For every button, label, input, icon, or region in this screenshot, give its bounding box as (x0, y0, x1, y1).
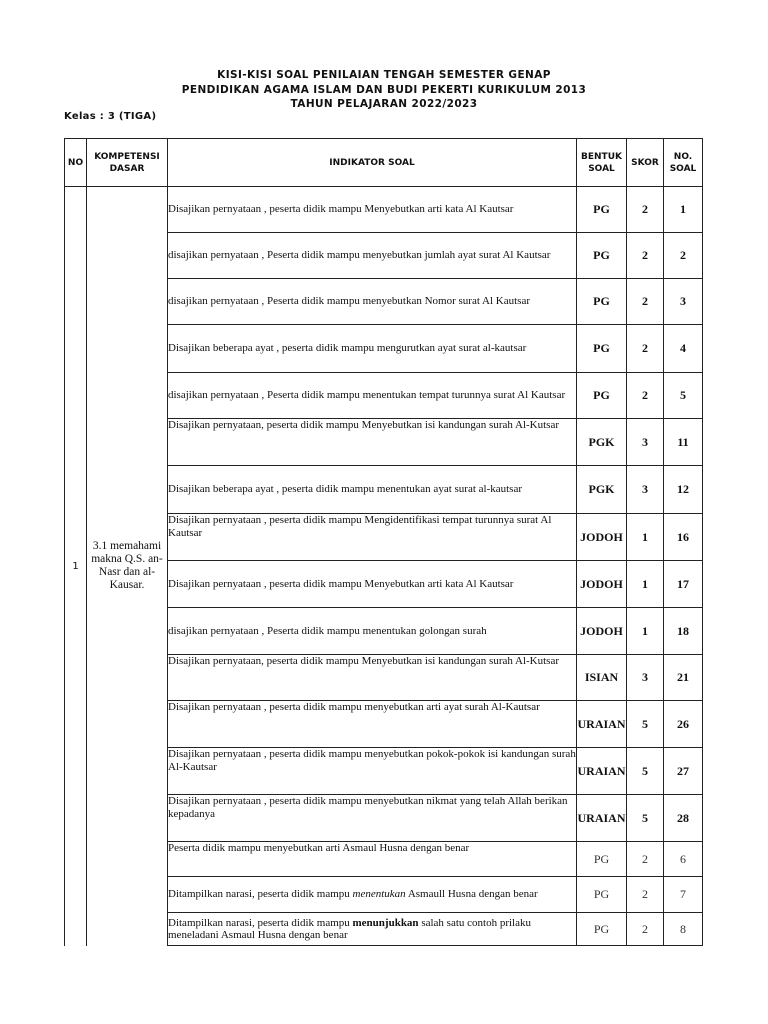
question-number: 4 (664, 325, 703, 373)
question-type: PG (577, 325, 627, 373)
header-row (65, 139, 703, 187)
col-header-skor: SKOR (627, 139, 664, 187)
score: 2 (627, 913, 664, 946)
question-number: 3 (664, 279, 703, 325)
question-number: 21 (664, 655, 703, 701)
question-type: JODOH (577, 608, 627, 655)
col-header-bentuk: BENTUK SOAL (577, 139, 627, 187)
question-type: URAIAN (577, 701, 627, 748)
question-number: 26 (664, 701, 703, 748)
question-number: 28 (664, 795, 703, 842)
indicator-text: disajikan pernyataan , Peserta didik mampu menyebutkan Nomor surat Al Kautsar (168, 279, 577, 325)
question-type: JODOH (577, 561, 627, 608)
col-header-kompetensi: KOMPETENSI DASAR (87, 139, 168, 187)
score: 2 (627, 279, 664, 325)
indicator-text: Disajikan pernyataan , peserta didik mampu menyebutkan arti ayat surah Al-Kautsar (168, 701, 577, 748)
question-number: 2 (664, 233, 703, 279)
col-header-indikator: INDIKATOR SOAL (168, 139, 577, 187)
indicator-text: Disajikan pernyataan , peserta didik mampu Mengidentifikasi tempat turunnya surat Al Kautsar (168, 514, 577, 561)
question-type: PG (577, 913, 627, 946)
question-number: 7 (664, 877, 703, 913)
question-type: PG (577, 842, 627, 877)
score: 2 (627, 233, 664, 279)
score: 2 (627, 187, 664, 233)
question-number: 11 (664, 419, 703, 466)
score: 2 (627, 842, 664, 877)
question-number: 12 (664, 466, 703, 514)
col-header-no-soal: NO. SOAL (664, 139, 703, 187)
score: 2 (627, 877, 664, 913)
score: 3 (627, 655, 664, 701)
indicator-text: disajikan pernyataan , Peserta didik mampu menentukan golongan surah (168, 608, 577, 655)
grid-table (64, 138, 703, 946)
question-number: 6 (664, 842, 703, 877)
score: 2 (627, 325, 664, 373)
question-number: 1 (664, 187, 703, 233)
question-type: URAIAN (577, 795, 627, 842)
indicator-text: Disajikan pernyataan, peserta didik mampu Menyebutkan isi kandungan surah Al-Kutsar (168, 655, 577, 701)
score: 1 (627, 608, 664, 655)
indicator-text: Peserta didik mampu menyebutkan arti Asmaul Husna dengan benar (168, 842, 577, 877)
doc-title-line3: TAHUN PELAJARAN 2022/2023 (290, 98, 478, 110)
question-type: PG (577, 373, 627, 419)
score: 1 (627, 514, 664, 561)
score: 3 (627, 466, 664, 514)
indicator-text: Disajikan pernyataan, peserta didik mampu Menyebutkan isi kandungan surah Al-Kutsar (168, 419, 577, 466)
question-type: JODOH (577, 514, 627, 561)
question-type: PGK (577, 466, 627, 514)
question-type: PG (577, 279, 627, 325)
question-type: URAIAN (577, 748, 627, 795)
question-type: PG (577, 877, 627, 913)
col-header-no: NO (65, 139, 87, 187)
indicator-text: Ditampilkan narasi, peserta didik mampu menunjukkan salah satu contoh prilaku meneladani Asmaul Husna dengan benar (168, 913, 577, 946)
table-row (65, 187, 703, 233)
score: 5 (627, 748, 664, 795)
score: 2 (627, 373, 664, 419)
question-type: ISIAN (577, 655, 627, 701)
indicator-text: Disajikan beberapa ayat , peserta didik mampu mengurutkan ayat surat al-kautsar (168, 325, 577, 373)
indicator-text: Ditampilkan narasi, peserta didik mampu menentukan Asmaull Husna dengan benar (168, 877, 577, 913)
question-type: PGK (577, 419, 627, 466)
score: 3 (627, 419, 664, 466)
indicator-text: Disajikan pernyataan , peserta didik mampu Menyebutkan arti kata Al Kautsar (168, 561, 577, 608)
question-number: 27 (664, 748, 703, 795)
indicator-text: disajikan pernyataan , Peserta didik mampu menentukan tempat turunnya surat Al Kautsar (168, 373, 577, 419)
indicator-text: Disajikan beberapa ayat , peserta didik mampu menentukan ayat surat al-kautsar (168, 466, 577, 514)
class-label: Kelas : 3 (TIGA) (64, 111, 157, 122)
score: 5 (627, 701, 664, 748)
doc-title-line1: KISI-KISI SOAL PENILAIAN TENGAH SEMESTER GENAP (217, 69, 551, 81)
question-number: 17 (664, 561, 703, 608)
question-number: 16 (664, 514, 703, 561)
kompetensi-dasar: 3.1 memahami makna Q.S. an-Nasr dan al-Kausar. (87, 187, 168, 946)
indicator-text: Disajikan pernyataan , peserta didik mampu menyebutkan pokok-pokok isi kandungan surah Al-Kautsar (168, 748, 577, 795)
question-number: 5 (664, 373, 703, 419)
indicator-text: Disajikan pernyataan , peserta didik mampu Menyebutkan arti kata Al Kautsar (168, 187, 577, 233)
question-type: PG (577, 187, 627, 233)
question-number: 8 (664, 913, 703, 946)
question-type: PG (577, 233, 627, 279)
score: 1 (627, 561, 664, 608)
question-number: 18 (664, 608, 703, 655)
group-number: 1 (65, 187, 87, 946)
doc-title-line2: PENDIDIKAN AGAMA ISLAM DAN BUDI PEKERTI KURIKULUM 2013 (181, 84, 587, 96)
indicator-text: Disajikan pernyataan , peserta didik mampu menyebutkan nikmat yang telah Allah berikan kepadanya (168, 795, 577, 842)
indicator-text: disajikan pernyataan , Peserta didik mampu menyebutkan jumlah ayat surat Al Kautsar (168, 233, 577, 279)
score: 5 (627, 795, 664, 842)
